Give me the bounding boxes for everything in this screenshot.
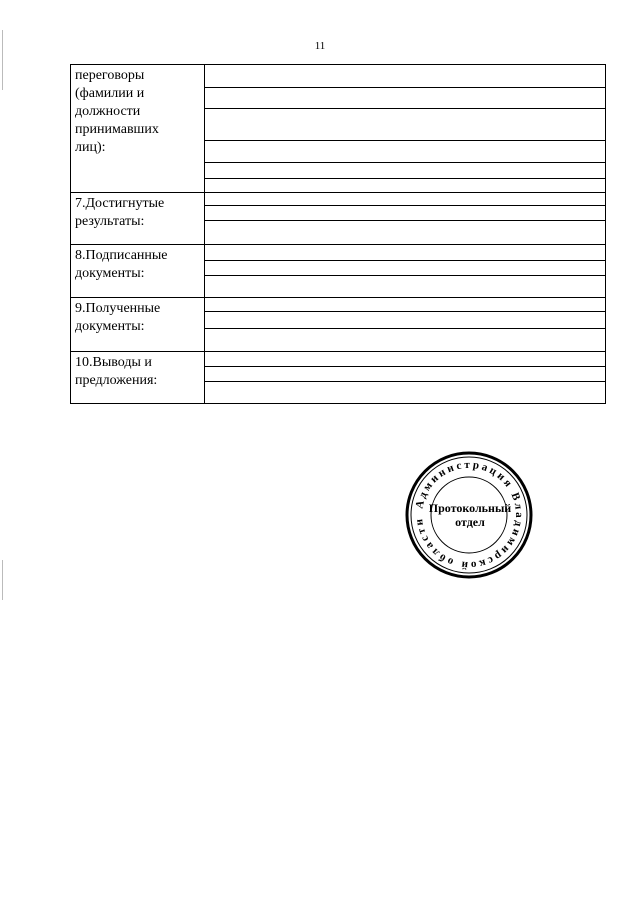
- page-number: 11: [314, 40, 326, 52]
- table-row: [71, 298, 606, 352]
- table-row: [71, 193, 606, 245]
- stamp-center-line2: отдел: [455, 515, 485, 529]
- row-label-conclusions: 10.Выводы и предложения:: [71, 352, 205, 404]
- entry-lines: [205, 298, 606, 352]
- entry-line: [205, 220, 605, 221]
- entry-line: [205, 381, 605, 382]
- entry-line: [205, 140, 605, 141]
- table-row: [71, 352, 606, 404]
- entry-lines: [205, 352, 606, 404]
- entry-line: [205, 162, 605, 163]
- entry-line: [205, 108, 605, 109]
- entry-line: [205, 87, 605, 88]
- table-row: [71, 245, 606, 298]
- row-label-negotiators: переговоры (фамилии и должности принимавших лиц):: [71, 65, 205, 193]
- scan-edge-mark: [2, 560, 3, 600]
- entry-line: [205, 205, 605, 206]
- entry-line: [205, 260, 605, 261]
- entry-line: [205, 328, 605, 329]
- entry-line: [205, 178, 605, 179]
- scan-edge-mark: [2, 30, 3, 90]
- table-row: [71, 65, 606, 193]
- entry-line: [205, 366, 605, 367]
- entry-lines: [205, 65, 606, 193]
- stamp-seal-icon: [404, 450, 534, 580]
- official-stamp: [404, 450, 534, 580]
- entry-lines: [205, 193, 606, 245]
- row-label-signed-documents: 8.Подписанные документы:: [71, 245, 205, 298]
- report-form-table: [70, 64, 606, 404]
- entry-line: [205, 275, 605, 276]
- entry-lines: [205, 245, 606, 298]
- row-label-received-documents: 9.Полученные документы:: [71, 298, 205, 352]
- row-label-results: 7.Достигнутые результаты:: [71, 193, 205, 245]
- stamp-center-line1: Протокольный: [428, 501, 512, 515]
- entry-line: [205, 311, 605, 312]
- stamp-ring-text: Администрация Владимирской области: [412, 458, 526, 572]
